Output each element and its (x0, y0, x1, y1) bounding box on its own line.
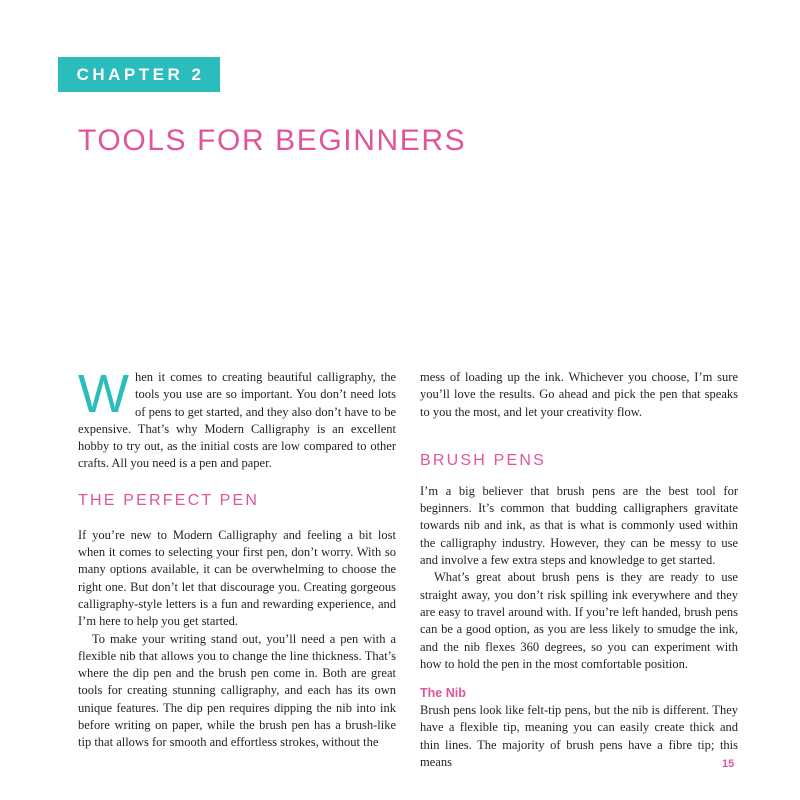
section-heading-brush-pens: BRUSH PENS (420, 451, 547, 469)
chapter-label: CHAPTER 2 (58, 57, 220, 92)
the-nib-paragraph: Brush pens look like felt-tip pens, but the nib is different. They have a flexible tip, meaning you can easily create thick and thin lines. The majority of brush pens have a fibre tip; this means (420, 703, 738, 770)
subheading-the-nib: The Nib (420, 686, 466, 701)
section-heading-perfect-pen: THE PERFECT PEN (78, 491, 260, 509)
intro-text: hen it comes to creating beautiful calligraphy, the tools you use are so important. You don’t need lots of pens to get started, and they also don’t have to be expensive. That’s why Modern Calligraphy is an excellent hobby to try out, as the initial costs are low compared to other crafts. All you need is a pen and paper. (78, 370, 396, 471)
perfect-pen-paragraph-2: To make your writing stand out, you’ll need a pen with a flexible nib that allows you to change the line thickness. That’s where the dip pen and the brush pen come in. Both are great tools for creating stunning calligraphy, and each has its own unique features. The dip pen requires dipping the nib into ink before writing on paper, while the brush pen has a brush-like tip that allows for smooth and effortless strokes, without the (78, 631, 396, 750)
brush-pens-paragraph-1: I’m a big believer that brush pens are the best tool for beginners. It’s common that budding calligraphers gravitate towards nib and ink, as that is what is commonly used within the calligraphy industry. However, they can be messy to use and involve a few extra steps and knowledge to get started. (420, 483, 738, 568)
left-column (78, 364, 396, 752)
perfect-pen-paragraph-1: If you’re new to Modern Calligraphy and feeling a bit lost when it comes to selecting your first pen, don’t worry. With so many options available, it can be overwhelming to choose the right one. But don’t let that discourage you. Creating gorgeous calligraphy-style letters is a fun and rewarding experience, and I’m here to help you get started. (78, 527, 396, 629)
intro-paragraph (78, 364, 396, 473)
brush-pens-paragraph-2: What’s great about brush pens is they are ready to use straight away, you don’t risk spilling ink everywhere and they are easy to travel around with. If you’re left handed, brush pens can be a good option, as you are less likely to smudge the ink, and the nib flexes 360 degrees, so you can experiment with how to hold the pen in the most comfortable position. (420, 570, 738, 671)
continuation-paragraph: mess of loading up the ink. Whichever you choose, I’m sure you’ll love the results. Go ahead and pick the pen that speaks to you the most, and let your creativity flow. (420, 370, 738, 419)
page-number: 15 (722, 758, 735, 770)
right-column (420, 369, 738, 771)
chapter-title: TOOLS FOR BEGINNERS (78, 124, 467, 157)
drop-cap: W (78, 364, 129, 424)
